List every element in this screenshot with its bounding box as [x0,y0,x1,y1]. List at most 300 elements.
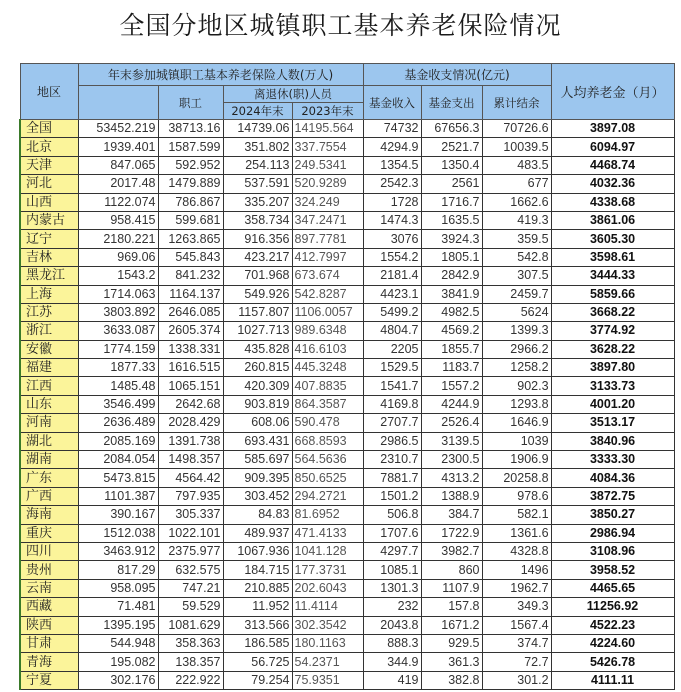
cell-total: 817.29 [78,561,158,579]
cell-fund-income: 2542.3 [363,175,421,193]
cell-fund-balance: 1293.8 [482,395,551,413]
cell-fund-expense: 1350.4 [421,156,482,174]
table-header [20,64,674,120]
cell-fund-income: 4294.9 [363,138,421,156]
cell-fund-balance: 1962.7 [482,579,551,597]
cell-workers: 1479.889 [158,175,223,193]
cell-workers: 1498.357 [158,451,223,469]
cell-workers: 632.575 [158,561,223,579]
cell-total: 71.481 [78,598,158,616]
cell-region: 福建 [20,359,78,377]
cell-workers: 797.935 [158,487,223,505]
cell-fund-income: 4169.8 [363,395,421,413]
cell-retired-2024: 608.06 [223,414,292,432]
cell-retired-2024: 435.828 [223,340,292,358]
cell-fund-expense: 3139.5 [421,432,482,450]
cell-region: 贵州 [20,561,78,579]
cell-region: 西藏 [20,598,78,616]
cell-retired-2023: 180.1163 [292,634,363,652]
header-fund-balance: 累计结余 [482,86,551,120]
table-row [20,340,674,358]
cell-fund-income: 1529.5 [363,359,421,377]
table-row [20,138,674,156]
cell-fund-expense: 3924.3 [421,230,482,248]
cell-total: 1101.387 [78,487,158,505]
cell-avg-pension: 4084.36 [551,469,674,487]
cell-workers: 358.363 [158,634,223,652]
cell-avg-pension: 5859.66 [551,285,674,303]
cell-retired-2023: 294.2721 [292,487,363,505]
cell-avg-pension: 4032.36 [551,175,674,193]
cell-fund-income: 1554.2 [363,248,421,266]
cell-fund-balance: 301.2 [482,671,551,689]
cell-avg-pension: 3133.73 [551,377,674,395]
cell-fund-balance: 902.3 [482,377,551,395]
cell-retired-2024: 420.309 [223,377,292,395]
cell-workers: 747.21 [158,579,223,597]
cell-total: 1485.48 [78,377,158,395]
cell-fund-balance: 307.5 [482,267,551,285]
cell-total: 195.082 [78,653,158,671]
cell-fund-balance: 677 [482,175,551,193]
page-title: 全国分地区城镇职工基本养老保险情况 [119,11,562,40]
cell-workers: 1616.515 [158,359,223,377]
pension-table [19,63,675,690]
cell-fund-income: 1728 [363,193,421,211]
cell-fund-balance: 2459.7 [482,285,551,303]
header-retirees: 离退休(职)人员 [223,86,363,103]
cell-workers: 305.337 [158,506,223,524]
cell-fund-expense: 4569.2 [421,322,482,340]
cell-avg-pension: 3513.17 [551,414,674,432]
cell-total: 958.095 [78,579,158,597]
cell-region: 北京 [20,138,78,156]
cell-retired-2023: 412.7997 [292,248,363,266]
cell-retired-2024: 303.452 [223,487,292,505]
cell-region: 河北 [20,175,78,193]
cell-workers: 1164.137 [158,285,223,303]
cell-retired-2024: 14739.06 [223,120,292,138]
table-row [20,634,674,652]
cell-region: 辽宁 [20,230,78,248]
cell-workers: 38713.16 [158,120,223,138]
cell-retired-2023: 520.9289 [292,175,363,193]
cell-fund-balance: 1361.6 [482,524,551,542]
cell-retired-2024: 1027.713 [223,322,292,340]
cell-fund-expense: 1722.9 [421,524,482,542]
cell-retired-2024: 56.725 [223,653,292,671]
cell-total: 5473.815 [78,469,158,487]
cell-avg-pension: 3668.22 [551,303,674,321]
cell-avg-pension: 3444.33 [551,267,674,285]
cell-retired-2023: 249.5341 [292,156,363,174]
header-retired-2024: 2024年末 [223,103,292,120]
cell-retired-2024: 693.431 [223,432,292,450]
cell-total: 2636.489 [78,414,158,432]
cell-fund-expense: 929.5 [421,634,482,652]
cell-fund-income: 419 [363,671,421,689]
cell-fund-expense: 1671.2 [421,616,482,634]
cell-total: 302.176 [78,671,158,689]
cell-avg-pension: 3333.30 [551,451,674,469]
cell-avg-pension: 3850.27 [551,506,674,524]
cell-total: 1774.159 [78,340,158,358]
cell-workers: 222.922 [158,671,223,689]
cell-workers: 4564.42 [158,469,223,487]
cell-total: 1714.063 [78,285,158,303]
cell-fund-expense: 1805.1 [421,248,482,266]
cell-avg-pension: 3628.22 [551,340,674,358]
cell-workers: 592.952 [158,156,223,174]
cell-total: 969.06 [78,248,158,266]
table-row [20,671,674,689]
table-row [20,285,674,303]
table-row [20,230,674,248]
cell-fund-income: 1474.3 [363,211,421,229]
cell-fund-balance: 1039 [482,432,551,450]
cell-retired-2023: 542.8287 [292,285,363,303]
cell-workers: 1263.865 [158,230,223,248]
cell-avg-pension: 3598.61 [551,248,674,266]
table-row [20,303,674,321]
cell-region: 内蒙古 [20,211,78,229]
cell-workers: 1391.738 [158,432,223,450]
cell-avg-pension: 6094.97 [551,138,674,156]
cell-region: 广西 [20,487,78,505]
cell-fund-income: 1085.1 [363,561,421,579]
cell-retired-2023: 14195.564 [292,120,363,138]
cell-region: 河南 [20,414,78,432]
cell-avg-pension: 4001.20 [551,395,674,413]
cell-fund-income: 4423.1 [363,285,421,303]
cell-workers: 599.681 [158,211,223,229]
cell-retired-2024: 549.926 [223,285,292,303]
cell-retired-2023: 1106.0057 [292,303,363,321]
cell-fund-income: 1354.5 [363,156,421,174]
cell-fund-expense: 1716.7 [421,193,482,211]
cell-fund-income: 1707.6 [363,524,421,542]
cell-avg-pension: 4522.23 [551,616,674,634]
table-row [20,487,674,505]
cell-avg-pension: 4224.60 [551,634,674,652]
table-row [20,322,674,340]
cell-fund-expense: 860 [421,561,482,579]
cell-total: 1395.195 [78,616,158,634]
cell-fund-balance: 1662.6 [482,193,551,211]
cell-fund-income: 74732 [363,120,421,138]
header-fund-income: 基金收入 [363,86,421,120]
cell-retired-2024: 84.83 [223,506,292,524]
table-row [20,248,674,266]
cell-fund-expense: 384.7 [421,506,482,524]
cell-region: 湖南 [20,451,78,469]
cell-retired-2023: 81.6952 [292,506,363,524]
cell-avg-pension: 3774.92 [551,322,674,340]
cell-retired-2024: 585.697 [223,451,292,469]
cell-fund-income: 3076 [363,230,421,248]
cell-retired-2024: 358.734 [223,211,292,229]
cell-avg-pension: 3861.06 [551,211,674,229]
cell-total: 2084.054 [78,451,158,469]
cell-fund-income: 1301.3 [363,579,421,597]
cell-fund-expense: 1183.7 [421,359,482,377]
cell-retired-2024: 79.254 [223,671,292,689]
cell-fund-expense: 1557.2 [421,377,482,395]
header-region: 地区 [20,64,78,120]
cell-retired-2024: 537.591 [223,175,292,193]
cell-workers: 2605.374 [158,322,223,340]
cell-total: 1939.401 [78,138,158,156]
cell-fund-balance: 2966.2 [482,340,551,358]
cell-retired-2023: 989.6348 [292,322,363,340]
table-row [20,542,674,560]
cell-retired-2023: 673.674 [292,267,363,285]
cell-fund-balance: 72.7 [482,653,551,671]
cell-retired-2023: 850.6525 [292,469,363,487]
cell-fund-balance: 1399.3 [482,322,551,340]
cell-retired-2024: 184.715 [223,561,292,579]
cell-workers: 2375.977 [158,542,223,560]
cell-workers: 2646.085 [158,303,223,321]
cell-avg-pension: 3958.52 [551,561,674,579]
cell-total: 1877.33 [78,359,158,377]
cell-total: 3633.087 [78,322,158,340]
cell-fund-balance: 1258.2 [482,359,551,377]
cell-fund-income: 2986.5 [363,432,421,450]
cell-retired-2024: 254.113 [223,156,292,174]
cell-retired-2023: 897.7781 [292,230,363,248]
cell-retired-2023: 1041.128 [292,542,363,560]
cell-region: 山东 [20,395,78,413]
cell-fund-expense: 4244.9 [421,395,482,413]
cell-total: 3546.499 [78,395,158,413]
cell-total: 847.065 [78,156,158,174]
cell-fund-balance: 70726.6 [482,120,551,138]
header-fund-expense: 基金支出 [421,86,482,120]
cell-retired-2023: 347.2471 [292,211,363,229]
cell-retired-2023: 75.9351 [292,671,363,689]
cell-avg-pension: 4468.74 [551,156,674,174]
cell-workers: 1338.331 [158,340,223,358]
cell-retired-2024: 903.819 [223,395,292,413]
cell-fund-balance: 359.5 [482,230,551,248]
cell-avg-pension: 5426.78 [551,653,674,671]
cell-retired-2024: 489.937 [223,524,292,542]
cell-retired-2024: 1067.936 [223,542,292,560]
table-row [20,359,674,377]
table-row [20,506,674,524]
table-row [20,469,674,487]
table-row [20,377,674,395]
cell-retired-2023: 564.5636 [292,451,363,469]
cell-fund-expense: 1635.5 [421,211,482,229]
cell-total: 2017.48 [78,175,158,193]
table-row [20,561,674,579]
cell-fund-income: 7881.7 [363,469,421,487]
cell-fund-expense: 2561 [421,175,482,193]
cell-region: 甘肃 [20,634,78,652]
cell-retired-2024: 909.395 [223,469,292,487]
cell-retired-2024: 186.585 [223,634,292,652]
cell-fund-expense: 4313.2 [421,469,482,487]
table-row [20,267,674,285]
cell-retired-2024: 11.952 [223,598,292,616]
cell-region: 重庆 [20,524,78,542]
cell-fund-income: 1501.2 [363,487,421,505]
cell-retired-2023: 407.8835 [292,377,363,395]
header-retired-2023: 2023年末 [292,103,363,120]
cell-region: 安徽 [20,340,78,358]
table-body [20,120,674,690]
header-fund-group: 基金收支情况(亿元) [363,64,551,86]
cell-workers: 786.867 [158,193,223,211]
cell-total: 390.167 [78,506,158,524]
header-workers: 职工 [158,86,223,120]
cell-workers: 545.843 [158,248,223,266]
table-row [20,579,674,597]
cell-workers: 2028.429 [158,414,223,432]
cell-retired-2023: 202.6043 [292,579,363,597]
cell-region: 云南 [20,579,78,597]
cell-region: 黑龙江 [20,267,78,285]
cell-fund-balance: 4328.8 [482,542,551,560]
header-avg-pension: 人均养老金（月） [551,64,674,120]
cell-fund-balance: 1567.4 [482,616,551,634]
table-row [20,451,674,469]
cell-fund-expense: 67656.3 [421,120,482,138]
table-row [20,211,674,229]
cell-total: 2180.221 [78,230,158,248]
cell-fund-income: 344.9 [363,653,421,671]
cell-retired-2024: 423.217 [223,248,292,266]
cell-avg-pension: 2986.94 [551,524,674,542]
cell-region: 陕西 [20,616,78,634]
cell-total: 1543.2 [78,267,158,285]
cell-region: 全国 [20,120,78,138]
cell-fund-expense: 2521.7 [421,138,482,156]
cell-fund-expense: 2842.9 [421,267,482,285]
cell-region: 天津 [20,156,78,174]
cell-retired-2024: 210.885 [223,579,292,597]
cell-fund-balance: 5624 [482,303,551,321]
table-row [20,175,674,193]
cell-region: 湖北 [20,432,78,450]
cell-fund-balance: 374.7 [482,634,551,652]
table-row [20,598,674,616]
cell-region: 四川 [20,542,78,560]
cell-workers: 2642.68 [158,395,223,413]
cell-region: 青海 [20,653,78,671]
cell-avg-pension: 4111.11 [551,671,674,689]
cell-workers: 1081.629 [158,616,223,634]
cell-fund-income: 232 [363,598,421,616]
cell-workers: 138.357 [158,653,223,671]
cell-region: 山西 [20,193,78,211]
table-row [20,414,674,432]
cell-fund-income: 2707.7 [363,414,421,432]
cell-fund-expense: 157.8 [421,598,482,616]
cell-retired-2024: 351.802 [223,138,292,156]
cell-workers: 841.232 [158,267,223,285]
cell-fund-expense: 3841.9 [421,285,482,303]
cell-fund-income: 2181.4 [363,267,421,285]
cell-retired-2024: 260.815 [223,359,292,377]
cell-retired-2023: 416.6103 [292,340,363,358]
cell-workers: 59.529 [158,598,223,616]
cell-retired-2023: 590.478 [292,414,363,432]
cell-retired-2023: 445.3248 [292,359,363,377]
table-row-total [20,120,674,138]
cell-retired-2024: 313.566 [223,616,292,634]
cell-retired-2023: 302.3542 [292,616,363,634]
table-row [20,653,674,671]
table-row [20,395,674,413]
cell-region: 广东 [20,469,78,487]
cell-total: 1122.074 [78,193,158,211]
cell-fund-expense: 2300.5 [421,451,482,469]
cell-avg-pension: 3897.80 [551,359,674,377]
cell-fund-balance: 542.8 [482,248,551,266]
cell-fund-balance: 349.3 [482,598,551,616]
cell-fund-expense: 4982.5 [421,303,482,321]
cell-fund-income: 2310.7 [363,451,421,469]
cell-fund-income: 888.3 [363,634,421,652]
cell-fund-expense: 3982.7 [421,542,482,560]
cell-avg-pension: 3897.08 [551,120,674,138]
cell-retired-2023: 324.249 [292,193,363,211]
header-total [78,86,158,120]
cell-retired-2023: 668.8593 [292,432,363,450]
cell-fund-income: 2043.8 [363,616,421,634]
cell-fund-balance: 10039.5 [482,138,551,156]
cell-fund-expense: 382.8 [421,671,482,689]
cell-fund-balance: 20258.8 [482,469,551,487]
cell-fund-balance: 419.3 [482,211,551,229]
cell-avg-pension: 11256.92 [551,598,674,616]
cell-fund-balance: 1646.9 [482,414,551,432]
cell-total: 3803.892 [78,303,158,321]
cell-fund-income: 1541.7 [363,377,421,395]
cell-total: 53452.219 [78,120,158,138]
cell-workers: 1022.101 [158,524,223,542]
cell-total: 544.948 [78,634,158,652]
cell-region: 吉林 [20,248,78,266]
cell-avg-pension: 4465.65 [551,579,674,597]
cell-fund-balance: 978.6 [482,487,551,505]
cell-retired-2024: 335.207 [223,193,292,211]
cell-total: 3463.912 [78,542,158,560]
cell-fund-expense: 361.3 [421,653,482,671]
cell-workers: 1065.151 [158,377,223,395]
cell-avg-pension: 4338.68 [551,193,674,211]
cell-fund-expense: 1855.7 [421,340,482,358]
cell-fund-income: 2205 [363,340,421,358]
cell-fund-balance: 1496 [482,561,551,579]
table-row [20,156,674,174]
cell-fund-balance: 1906.9 [482,451,551,469]
cell-retired-2024: 916.356 [223,230,292,248]
cell-fund-expense: 1388.9 [421,487,482,505]
cell-fund-income: 4297.7 [363,542,421,560]
cell-region: 浙江 [20,322,78,340]
table-row [20,616,674,634]
cell-region: 宁夏 [20,671,78,689]
cell-avg-pension: 3108.96 [551,542,674,560]
cell-retired-2023: 471.4133 [292,524,363,542]
cell-region: 江苏 [20,303,78,321]
cell-fund-expense: 2526.4 [421,414,482,432]
cell-avg-pension: 3605.30 [551,230,674,248]
